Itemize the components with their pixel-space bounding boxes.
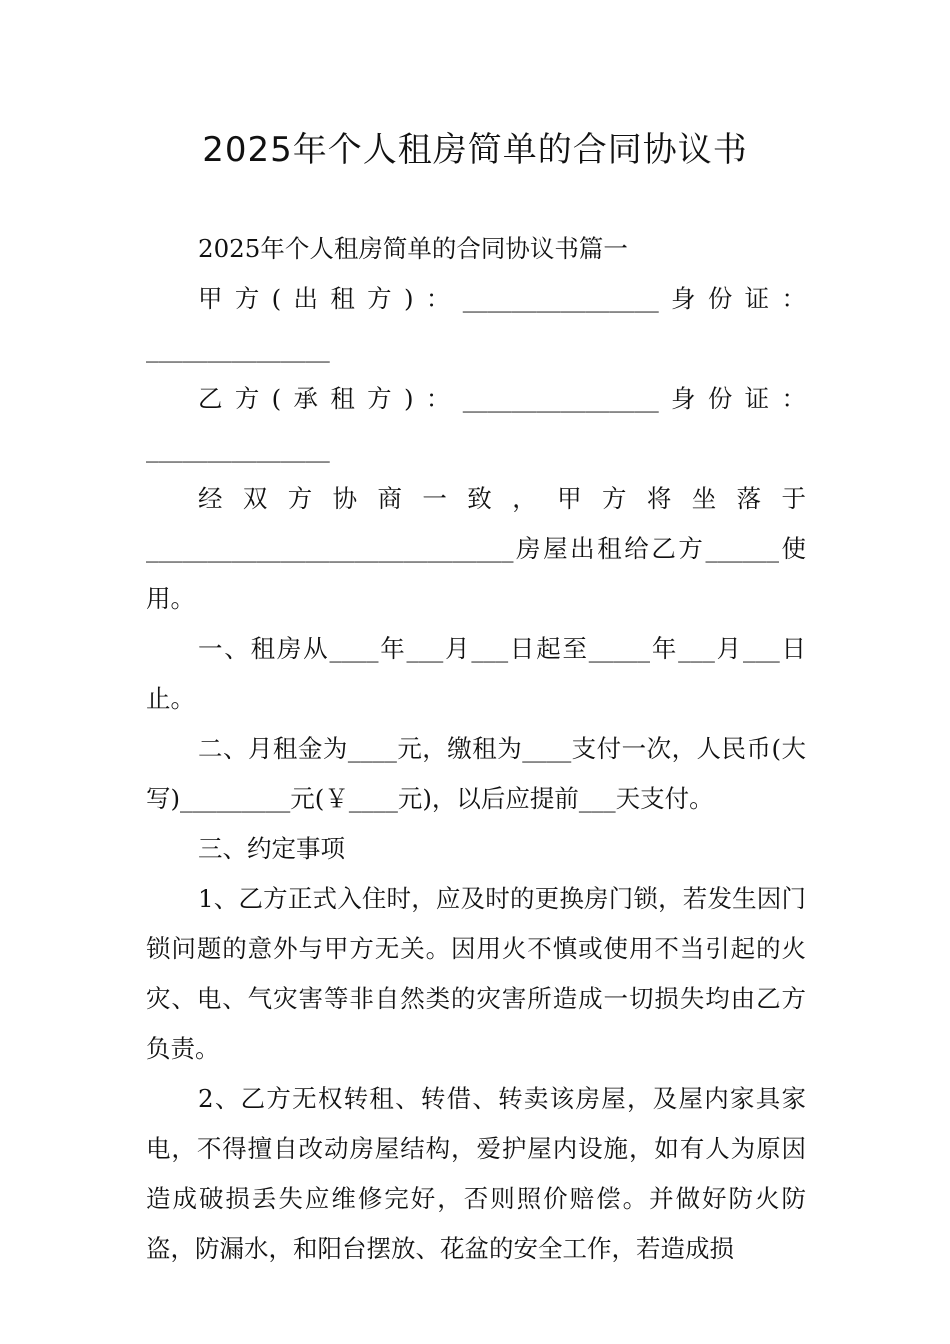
party-b-line: 乙方(承租方)：________________身份证：_______________: [146, 384, 806, 463]
document-title: 2025年个人租房简单的合同协议书: [202, 130, 748, 170]
property-location-paragraph: 经双方协商一致，甲方将坐落于______________________________房屋出租给乙方______使用。: [146, 484, 806, 613]
clause-1-paragraph: 1、乙方正式入住时，应及时的更换房门锁，若发生因门锁问题的意外与甲方无关。因用火不慎或使用不当引起的火灾、电、气灾害等非自然类的灾害所造成一切损失均由乙方负责。: [146, 884, 806, 1063]
rent-payment-paragraph: 二、月租金为____元，缴租为____支付一次，人民币(大写)_________元(￥____元)，以后应提前___天支付。: [146, 734, 806, 813]
agreed-items-heading: 三、约定事项: [198, 834, 345, 863]
clause-2-paragraph: 2、乙方无权转租、转借、转卖该房屋，及屋内家具家电，不得擅自改动房屋结构，爱护屋内设施，如有人为原因造成破损丢失应维修完好，否则照价赔偿。并做好防火防盗，防漏水，和阳台摆放、花盆的安全工作，若造成损: [146, 1084, 806, 1263]
section-heading: 2025年个人租房简单的合同协议书篇一: [198, 234, 628, 263]
document-body: [146, 224, 806, 1274]
party-a-line: 甲方(出租方)：________________身份证：_______________: [146, 284, 806, 363]
lease-term-paragraph: 一、租房从____年___月___日起至_____年___月___日止。: [146, 634, 806, 713]
